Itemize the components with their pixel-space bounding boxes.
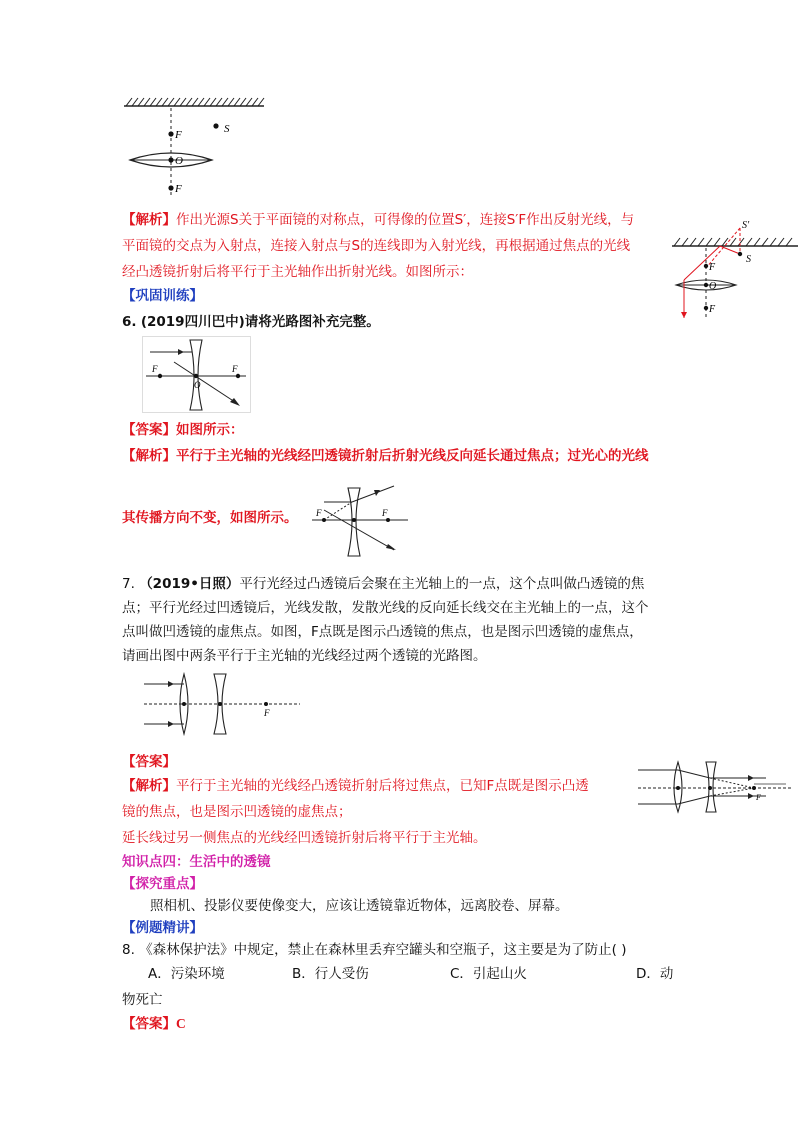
analysis-tag: 【解析】 [122, 448, 176, 464]
focus-label: F [756, 793, 761, 802]
answer-tag: 【答案】 [122, 422, 176, 438]
option-b: B．行人受伤 [292, 966, 369, 982]
explore-text: 照相机、投影仪要使像变大，应该让透镜靠近物体，远离胶卷、屏幕。 [150, 898, 569, 914]
optical-center-label: O [175, 155, 183, 167]
focus-label: F [316, 508, 322, 518]
analysis-text: 【解析】平行于主光轴的光线经凹透镜折射后折射光线反向延长通过焦点；过光心的光线 [122, 448, 649, 464]
focus-label: F [175, 183, 182, 195]
analysis-tag: 【解析】 [122, 778, 176, 794]
option-c: C．引起山火 [450, 966, 527, 982]
focus-label: F [709, 304, 716, 315]
question-text: 点叫做凹透镜的虚焦点。如图，F点既是图示凸透镜的焦点，也是图示凹透镜的虚焦点， [122, 624, 643, 640]
answer-tag: 【答案】 [122, 1016, 176, 1032]
optical-center-label: O [709, 281, 717, 292]
focus-label: F [175, 129, 182, 141]
answer-line [122, 1014, 186, 1034]
knowledge-point-heading: 知识点四：生活中的透镜 [122, 854, 271, 870]
focus-label: F [264, 708, 270, 718]
mirror-lens-figure [118, 96, 268, 200]
two-lens-answer-figure [636, 758, 794, 814]
option-d: D．动 [636, 966, 674, 982]
concave-lens-answer-figure [308, 484, 414, 562]
option-a: A．污染环境 [148, 966, 225, 982]
concave-lens-figure [142, 336, 252, 414]
image-label: S′ [742, 220, 750, 231]
option-d-continued: 物死亡 [122, 992, 163, 1008]
question-8: 8. 《森林保护法》中规定，禁止在森林里丢弃空罐头和空瓶子，这主要是为了防止( ) [122, 942, 627, 958]
analysis-text: 平面镜的交点为入射点，连接入射点与S的连线即为入射光线，再根据通过焦点的光线 [122, 238, 631, 254]
optical-center-label: O [194, 380, 201, 390]
analysis-tag: 【解析】 [122, 212, 176, 228]
question-7: 7. （2019•日照）平行光经过凸透镜后会聚在主光轴上的一点，这个点叫做凸透镜的焦 [122, 576, 645, 592]
source-label: S [224, 123, 230, 135]
question-source: （2019•日照） [139, 576, 240, 592]
answer-value: C [176, 1016, 186, 1031]
question-source: (2019四川巴中) [140, 314, 245, 330]
focus-label: F [709, 262, 716, 273]
two-lens-figure [140, 670, 308, 738]
analysis-text: 延长线过另一侧焦点的光线经凹透镜折射后将平行于主光轴。 [122, 830, 487, 846]
explore-heading: 【探究重点】 [122, 876, 203, 892]
answer-line: 【答案】如图所示： [122, 422, 244, 438]
question-text: 请画出图中两条平行于主光轴的光线经过两个透镜的光路图。 [122, 648, 487, 664]
focus-label: F [382, 508, 388, 518]
question-6: 6. (2019四川巴中)请将光路图补充完整。 [122, 314, 380, 330]
analysis-text: 其传播方向不变，如图所示。 [122, 510, 298, 526]
section-heading: 【巩固训练】 [122, 288, 203, 304]
analysis-text: 经凸透镜折射后将平行于主光轴作出折射光线。如图所示： [122, 264, 473, 280]
example-heading: 【例题精讲】 [122, 920, 203, 936]
mirror-lens-answer-figure [668, 218, 800, 328]
focus-label: F [152, 364, 158, 374]
answer-tag: 【答案】 [122, 754, 176, 770]
analysis-text: 镜的焦点，也是图示凹透镜的虚焦点； [122, 804, 352, 820]
analysis-text: 【解析】作出光源S关于平面镜的对称点，可得像的位置S′，连接S′F作出反射光线，与 [122, 212, 635, 228]
question-text: 点；平行光经过凹透镜后，光线发散，发散光线的反向延长线交在主光轴上的一点，这个 [122, 600, 649, 616]
focus-label: F [232, 364, 238, 374]
source-label: S [746, 254, 751, 265]
analysis-text: 【解析】平行于主光轴的光线经凸透镜折射后将过焦点，已知F点既是图示凸透 [122, 778, 589, 794]
